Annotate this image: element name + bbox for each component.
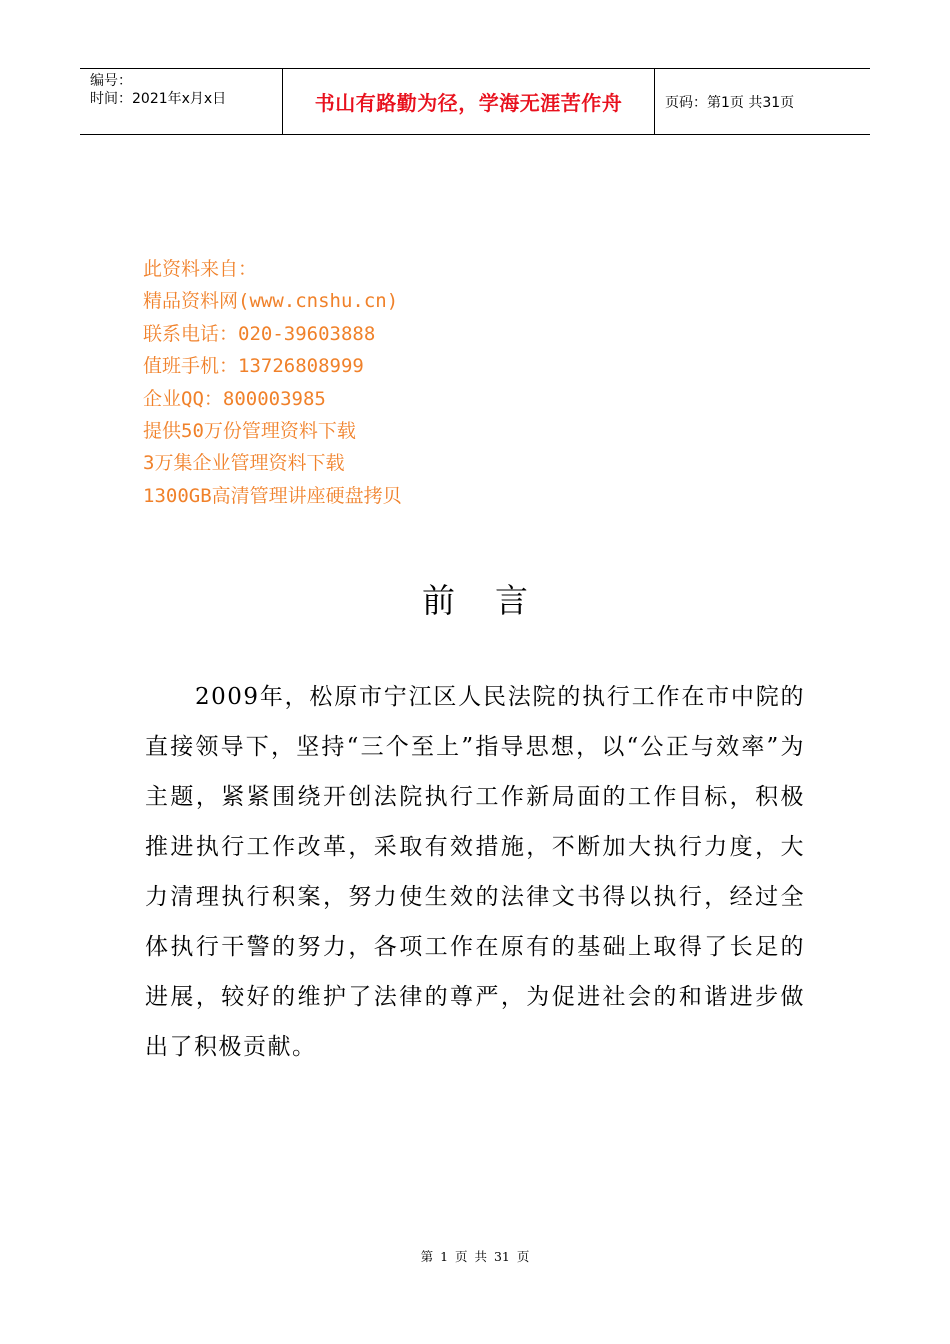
header-motto: 书山有路勤为径，学海无涯苦作舟 [283, 69, 655, 134]
source-line: 值班手机：13726808999 [143, 355, 364, 378]
section-title: 前言 [422, 581, 568, 620]
source-line: 3万集企业管理资料下载 [143, 452, 345, 475]
header-meta [80, 69, 283, 134]
document-date: 时间：2021年x月x日 [90, 91, 227, 107]
source-info [143, 253, 402, 512]
source-line: 1300GB高清管理讲座硬盘拷贝 [143, 484, 402, 507]
source-line: 精品资料网(www.cnshu.cn) [143, 290, 399, 313]
source-line: 企业QQ：800003985 [143, 387, 326, 410]
source-line: 提供50万份管理资料下载 [143, 420, 356, 443]
page-header [80, 68, 870, 135]
page-footer: 第 1 页 共 31 页 [420, 1249, 530, 1264]
header-page-info: 页码：第1页 共31页 [665, 94, 795, 111]
source-line: 此资料来自： [143, 258, 258, 280]
source-line: 联系电话：020-39603888 [143, 322, 376, 345]
document-number-label: 编号： [90, 73, 132, 89]
preface-paragraph: 2009年，松原市宁江区人民法院的执行工作在市中院的直接领导下，坚持“三个至上”指导思想，以“公正与效率”为主题，紧紧围绕开创法院执行工作新局面的工作目标，积极推进执行工作改革，采取有效措施，不断加大执行力度，大力清理执行积案，努力使生效的法律文书得以执行，经过全体执行干警的努力，各项工作在原有的基础上取得了长足的进展，较好的维护了法律的尊严，为促进社会的和谐进步做出了积极贡献。 [145, 684, 805, 1060]
